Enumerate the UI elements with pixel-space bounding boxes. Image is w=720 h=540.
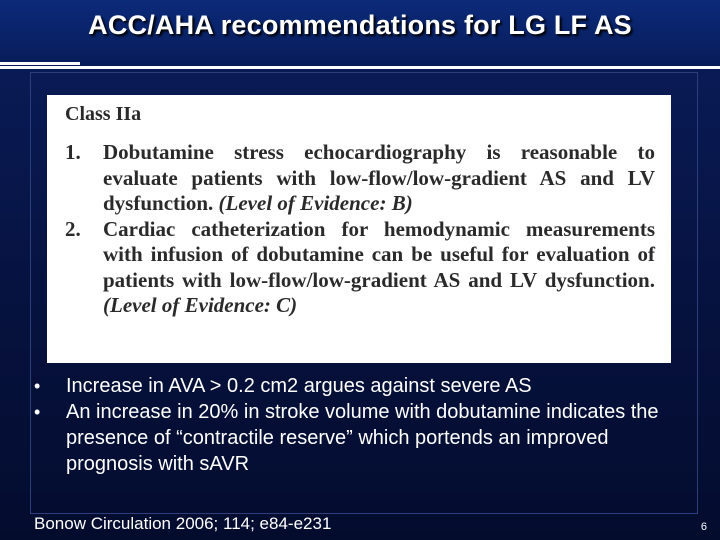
recommendation-text: Dobutamine stress echocardiography is reasonable to evaluate patients with low-flow/low-gradient AS and LV dysfunction. xyxy=(103,140,655,215)
level-of-evidence: (Level of Evidence: C) xyxy=(103,293,298,317)
recommendation-item xyxy=(65,140,655,217)
page-number: 6 xyxy=(700,521,707,533)
bullet-item xyxy=(34,373,684,399)
class-heading: Class IIa xyxy=(65,103,142,125)
recommendation-number: 2. xyxy=(65,216,81,241)
slide-title: ACC/AHA recommendations for LG LF AS xyxy=(88,10,632,40)
recommendation-text-wrapper xyxy=(103,217,655,319)
recommendation-text-wrapper xyxy=(103,140,655,217)
title-divider xyxy=(0,66,720,69)
title-accent-rule xyxy=(0,62,80,65)
bullet-text: An increase in 20% in stroke volume with dobutamine indicates the presence of “contractile reserve” which portends an improved prognosis with sAVR xyxy=(66,401,659,475)
bullet-text: Increase in AVA > 0.2 cm2 argues against severe AS xyxy=(66,375,532,397)
level-of-evidence: (Level of Evidence: B) xyxy=(218,191,413,215)
citation: Bonow Circulation 2006; 114; e84-e231 xyxy=(34,514,332,533)
recommendation-item xyxy=(65,217,655,319)
bullet-marker: • xyxy=(34,402,41,422)
recommendation-number: 1. xyxy=(65,140,81,164)
bullet-marker: • xyxy=(34,376,41,396)
guideline-excerpt-image xyxy=(47,95,671,363)
bullet-list xyxy=(34,373,684,477)
recommendation-text: Cardiac catheterization for hemodynamic measurements with infusion of dobutamine can be useful for evaluation of patients with low-flow/low-gradient AS and LV dysfunction. xyxy=(103,216,655,292)
bullet-item xyxy=(34,399,684,477)
